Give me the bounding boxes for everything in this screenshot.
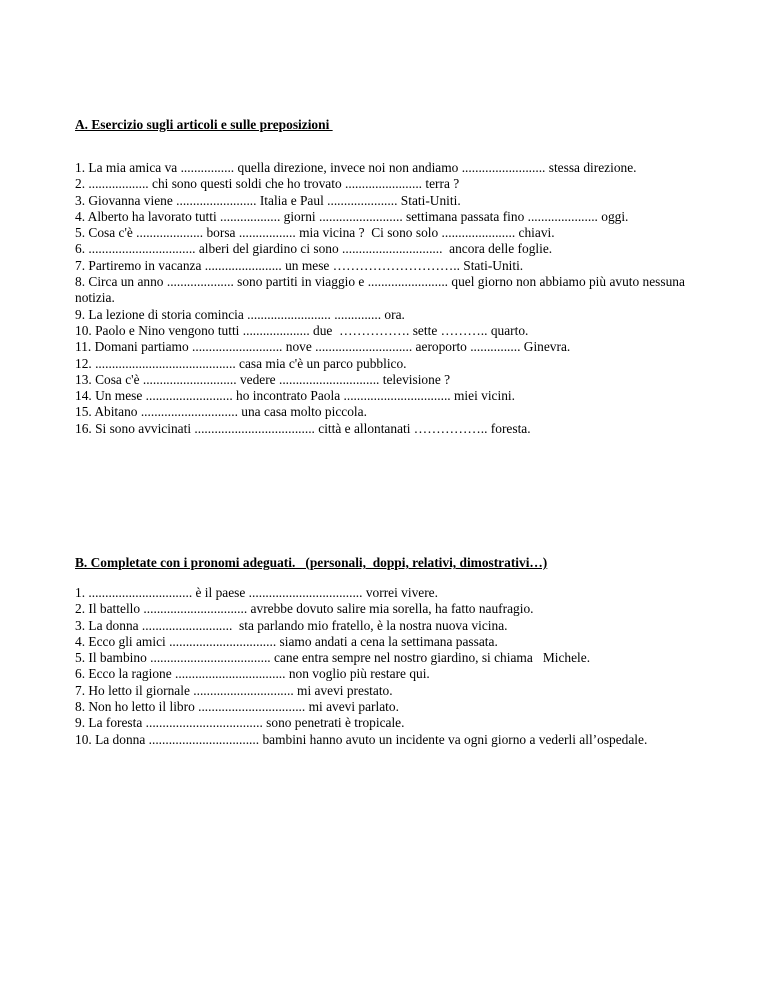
- exercise-item: 2. Il battello ............................... avrebbe dovuto salire mia sorella, ha fatto naufragio.: [75, 601, 534, 617]
- exercise-item: 6. ................................ alberi del giardino ci sono .............................. ancora delle foglie.: [75, 241, 553, 257]
- exercise-item: 12. .......................................... casa mia c'è un parco pubblico.: [75, 355, 407, 371]
- exercise-item: 9. La lezione di storia comincia ......................... .............. ora.: [75, 306, 405, 322]
- exercise-item: 5. Il bambino .................................... cane entra sempre nel nostro giardino, si chiama Michele.: [75, 650, 591, 666]
- exercise-item: 3. Giovanna viene ........................ Italia e Paul ..................... Stati-Uniti.: [75, 192, 461, 208]
- exercise-item: 2. .................. chi sono questi soldi che ho trovato ....................... terra ?: [75, 176, 460, 192]
- exercise-item: 16. Si sono avvicinati .................................... città e allontanati …………….. foresta.: [75, 420, 531, 436]
- exercise-item: 13. Cosa c'è ............................ vedere .............................. televisione ?: [75, 371, 451, 387]
- exercise-item: 10. La donna ................................. bambini hanno avuto un incidente va ogni giorno a vederli all’ospedale.: [75, 731, 648, 747]
- exercise-item: 14. Un mese .......................... ho incontrato Paola ................................ miei vicini.: [75, 388, 515, 404]
- exercise-item: 7. Partiremo in vacanza ....................... un mese ……………………….. Stati-Uniti.: [75, 257, 524, 273]
- exercise-item: 6. Ecco la ragione ................................. non voglio più restare qui.: [75, 666, 430, 682]
- exercise-item: 4. Ecco gli amici ................................ siamo andati a cena la settimana passata.: [75, 633, 498, 649]
- exercise-item: 8. Circa un anno .................... sono partiti in viaggio e ........................ quel giorno non abbiamo più avuto nessuna notizia.: [75, 274, 689, 306]
- exercise-item: 1. La mia amica va ................ quella direzione, invece noi non andiamo ......................... stessa direzione.: [75, 160, 637, 175]
- exercise-item: 15. Abitano ............................. una casa molto piccola.: [75, 404, 367, 420]
- section-a-exercise-list: [75, 160, 715, 437]
- section-b-heading: B. Completate con i pronomi adeguati. (personali, doppi, relativi, dimostrativi…): [75, 555, 548, 570]
- exercise-item: 8. Non ho letto il libro ................................ mi avevi parlato.: [75, 699, 399, 715]
- exercise-item: 5. Cosa c'è .................... borsa ................. mia vicina ? Ci sono solo ...................... chiavi.: [75, 225, 555, 241]
- exercise-item: 1. ............................... è il paese .................................. vorrei vivere.: [75, 585, 438, 600]
- section-a-heading: A. Esercizio sugli articoli e sulle preposizioni: [75, 117, 333, 132]
- exercise-item: 7. Ho letto il giornale .............................. mi avevi prestato.: [75, 682, 393, 698]
- section-b-exercise-list: [75, 585, 715, 748]
- exercise-item: 3. La donna ........................... sta parlando mio fratello, è la nostra nuova vicina.: [75, 617, 508, 633]
- exercise-item: 9. La foresta ................................... sono penetrati è tropicale.: [75, 715, 405, 731]
- exercise-item: 4. Alberto ha lavorato tutti .................. giorni ......................... settimana passata fino ..................... oggi.: [75, 208, 629, 224]
- exercise-item: 10. Paolo e Nino vengono tutti .................... due ……………. sette ……….. quarto.: [75, 322, 529, 338]
- exercise-item: 11. Domani partiamo ........................... nove ............................. aeroporto ............... Ginevra.: [75, 339, 571, 355]
